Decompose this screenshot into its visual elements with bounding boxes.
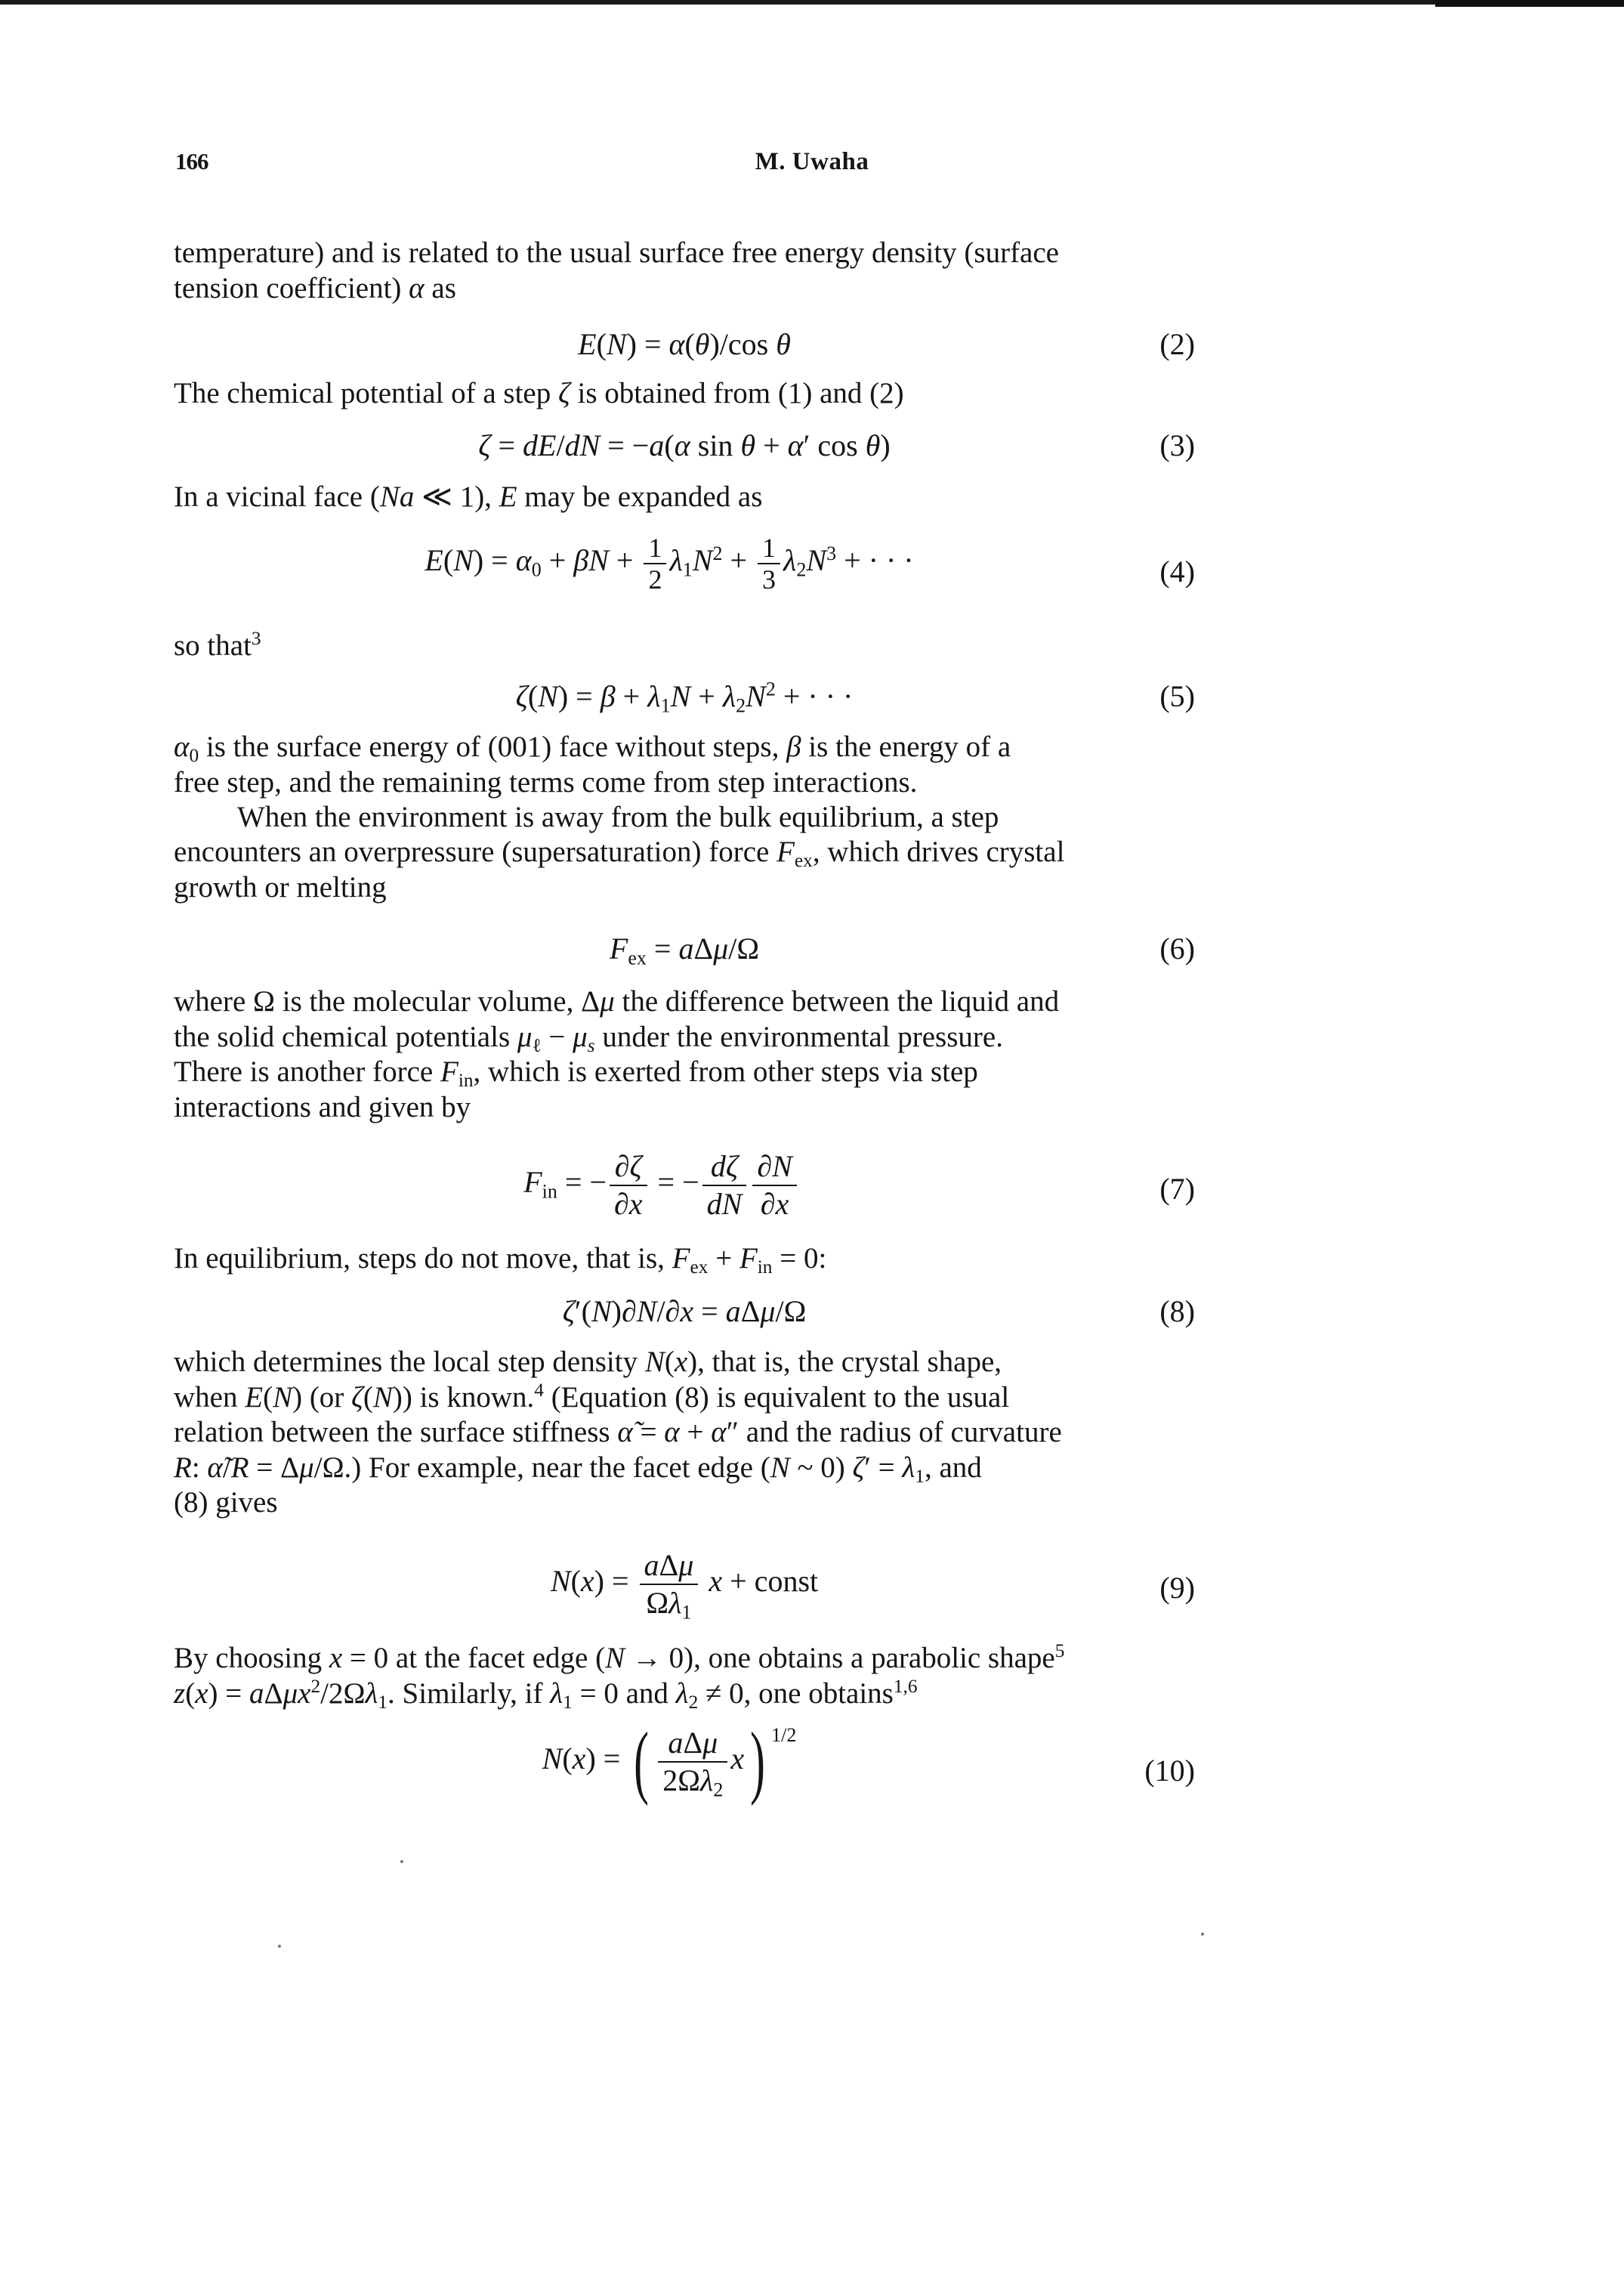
running-head: M. Uwaha bbox=[755, 148, 869, 175]
equation-8 bbox=[174, 1293, 1195, 1339]
equation-number: (6) bbox=[1159, 932, 1195, 966]
equation-number: (10) bbox=[1144, 1754, 1195, 1788]
equation-body: E(N) = α(θ)/cos θ bbox=[578, 327, 791, 361]
equation-10 bbox=[174, 1717, 1195, 1819]
equation-number: (4) bbox=[1159, 555, 1195, 589]
equation-body: $E(N) = \alpha_0 + \beta N$ + $\frac{1}{2}$ $\lambda_1N^2$ + $\frac{1}{3}$ $\lambda_2N^3$ + · · · bbox=[425, 533, 914, 595]
paragraph-equilibrium bbox=[174, 1241, 1195, 1277]
equation-3 bbox=[174, 428, 1195, 473]
paragraph-environment-cont bbox=[174, 835, 1195, 905]
so-that-text: so that bbox=[174, 629, 252, 662]
text-line: In a vicinal face (Na ≪ 1), E may be expanded as bbox=[174, 481, 763, 513]
scan-speck bbox=[278, 1945, 281, 1948]
text-line: By choosing x = 0 at the facet edge (N → 0), one obtains a parabolic shape$^5$ bbox=[174, 1640, 1065, 1674]
text-line bbox=[174, 629, 1195, 664]
scan-top-edge-dark bbox=[1435, 0, 1624, 7]
paragraph-intro bbox=[174, 236, 1195, 306]
text-line: when E(N) (or ζ(N)) is known.$^4$ (Equation (8) is equivalent to the usual bbox=[174, 1379, 1010, 1414]
equation-body: ζ′(N)∂N/∂x = aΔμ/Ω bbox=[562, 1294, 807, 1328]
equation-7 bbox=[174, 1148, 1195, 1231]
text-line: the solid chemical potentials $\mu_\ell - \mu_s$ under the environmental pressure. bbox=[174, 1020, 1003, 1056]
paragraph-molecular-volume bbox=[174, 984, 1195, 1125]
text-line: tension coefficient) α as bbox=[174, 271, 456, 304]
equation-body: N(x) = $\frac{\text{aΔμ}}{\Omega\lambda_1}$ x + const bbox=[550, 1548, 819, 1624]
text-line: $\alpha_0$ is the surface energy of (001) face without steps, β is the energy of a bbox=[174, 731, 1011, 767]
paragraph-parabolic bbox=[174, 1641, 1195, 1711]
paragraph-step-density bbox=[174, 1345, 1195, 1521]
scan-speck bbox=[400, 1860, 403, 1863]
text-line: When the environment is away from the bulk equilibrium, a step bbox=[237, 801, 999, 833]
text-line: which determines the local step density N(x), that is, the crystal shape, bbox=[174, 1346, 1002, 1378]
equation-number: (2) bbox=[1159, 327, 1195, 361]
equation-number: (3) bbox=[1159, 428, 1195, 462]
paragraph-environment bbox=[174, 800, 1195, 836]
text-line: $z(x) = a\Delta\mu x^2/2\Omega\lambda_1$. Similarly, if $\lambda_1 = 0$ and $\lambda_2 \ne 0$, one obtains$^{1,6}$ bbox=[174, 1675, 918, 1713]
equation-number: (9) bbox=[1159, 1571, 1195, 1605]
text-line: relation between the surface stiffness α̃ = α + α″ and the radius of curvature bbox=[174, 1416, 1062, 1448]
footnote-ref: 3 bbox=[251, 628, 261, 650]
text-line: encounters an overpressure (supersaturation) force $F_{ex}$, which drives crystal bbox=[174, 836, 1065, 872]
equation-body: $F_{ex} = a\Delta\mu/\Omega$ bbox=[609, 932, 760, 969]
text-line: There is another force $F_{in}$, which is exerted from other steps via step bbox=[174, 1055, 978, 1092]
text-line: free step, and the remaining terms come from step interactions. bbox=[174, 765, 918, 799]
equation-number: (5) bbox=[1159, 679, 1195, 713]
page-number: 166 bbox=[175, 148, 208, 175]
text-line: The chemical potential of a step ζ is obtained from (1) and (2) bbox=[174, 377, 904, 409]
paragraph-so-that bbox=[174, 629, 1195, 664]
equation-number: (8) bbox=[1159, 1294, 1195, 1328]
equation-body: ζ = dE/dN = −a(α sin θ + α′ cos θ) bbox=[478, 428, 891, 462]
equation-5 bbox=[174, 678, 1195, 724]
paragraph-chemical-potential bbox=[174, 376, 1195, 412]
equation-body: N(x) = ( $\frac{\text{aΔμ}}{2\Omega\lambda_2}$ x) $^{1/2}$ bbox=[542, 1717, 797, 1806]
paragraph-surface-energy bbox=[174, 730, 1195, 800]
equation-2 bbox=[174, 326, 1195, 372]
equation-body: $\zeta(N) = \beta + \lambda_1N + \lambda_2N^2$ + · · · bbox=[515, 678, 854, 717]
equation-6 bbox=[174, 931, 1195, 976]
equation-4 bbox=[174, 533, 1195, 616]
paragraph-vicinal bbox=[174, 480, 1195, 515]
text-line: where Ω is the molecular volume, Δμ the difference between the liquid and bbox=[174, 985, 1060, 1018]
scan-top-edge bbox=[0, 0, 1624, 5]
text-line: temperature) and is related to the usual surface free energy density (surface bbox=[174, 236, 1059, 269]
equation-number: (7) bbox=[1159, 1172, 1195, 1206]
scan-speck bbox=[1201, 1933, 1204, 1936]
equation-body: $F_{in}$ = − $\frac{\partial\zeta}{\partial x}$ = − $\frac{d\zeta}{dN}$ $\frac{\partial N}{\partial x}$ bbox=[128, 1148, 1195, 1222]
text-line: growth or melting bbox=[174, 870, 387, 904]
text-line: R: α̃/R = Δμ/Ω.) For example, near the facet edge (N ~ 0) $\zeta' = \lambda_1$, and bbox=[174, 1451, 982, 1487]
text-line: (8) gives bbox=[174, 1486, 278, 1519]
text-line: interactions and given by bbox=[174, 1090, 471, 1123]
text-line: In equilibrium, steps do not move, that is, $F_{ex} + F_{in} = 0$: bbox=[174, 1242, 827, 1278]
equation-9 bbox=[174, 1547, 1195, 1630]
